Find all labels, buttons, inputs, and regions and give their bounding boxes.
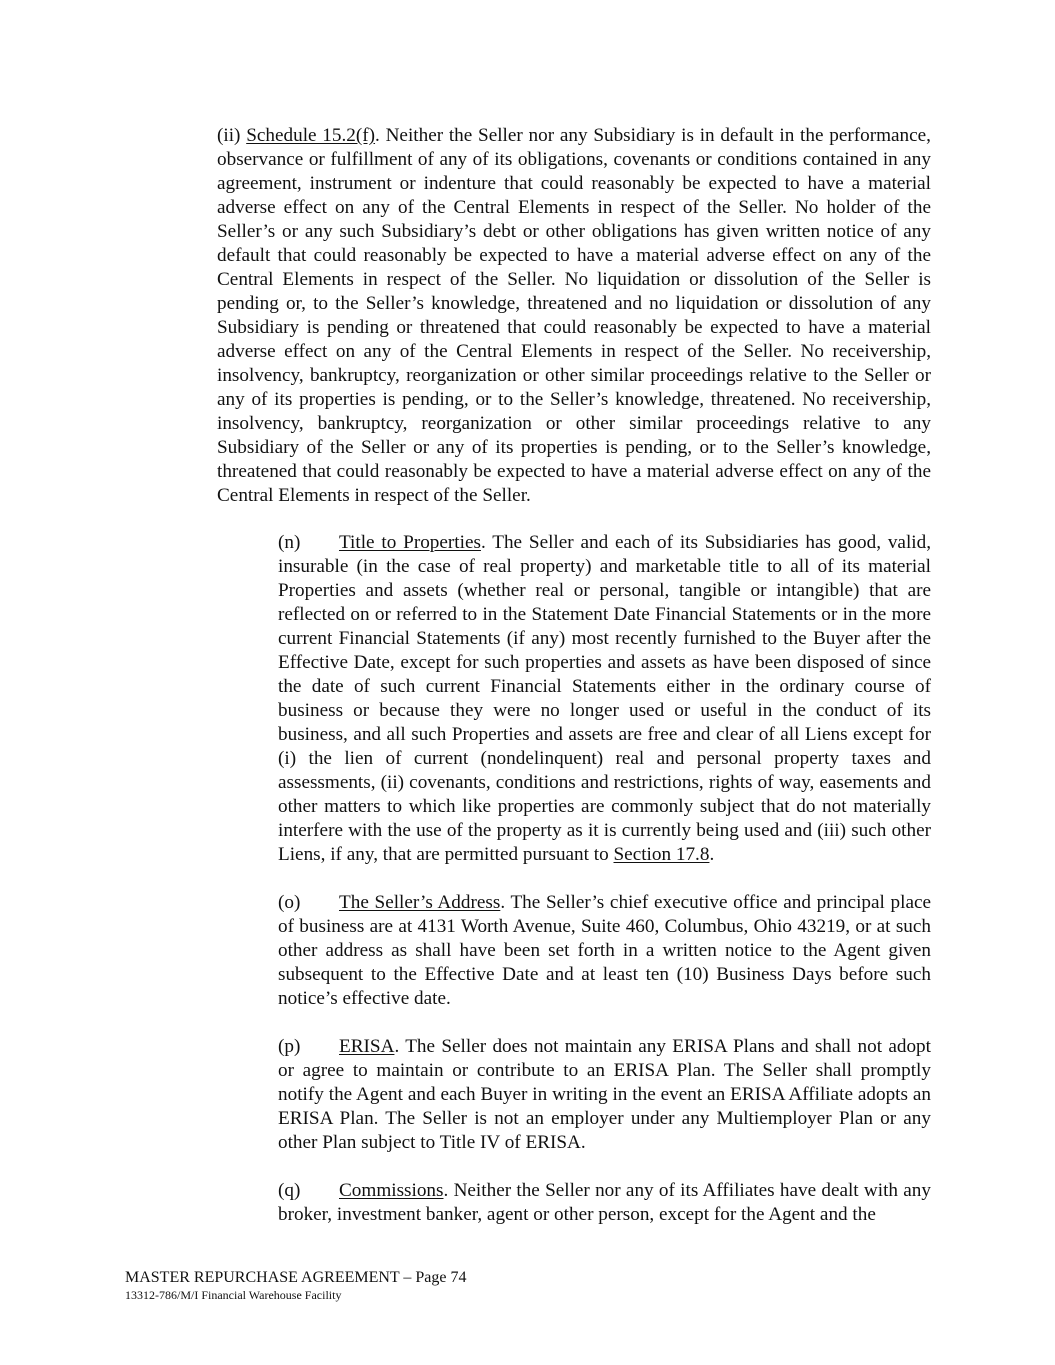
paragraph-n-text: . The Seller and each of its Subsidiaries has good, valid, insurable (in the case of real property) and marketable title to all of its material Properties and assets (whether real or personal, tangible or intangible) that are reflected on or referred to in the Statement Date Financial Statements or in the more current Financial Statements (if any) most recently furnished to the Buyer after the Effective Date, except for such properties and assets as have been disposed of since the date of such current Financial Statements either in the ordinary course of business or because they were no longer used or useful in the conduct of its business, and all such Properties and assets are free and clear of all Liens except for (i) the lien of current (nondelinquent) real and personal property taxes and assessments, (ii) covenants, conditions and restrictions, rights of way, easements and other matters to which like properties are commonly subject that do not materially interfere with the use of the property as it is currently being used and (iii) such other Liens, if any, that are permitted pursuant to [278, 532, 931, 865]
paragraph-n-heading: Title to Properties [339, 532, 481, 553]
paragraph-n-end: . [709, 844, 715, 865]
paragraph-ii-heading: Schedule 15.2(f) [246, 125, 376, 146]
paragraph-q-text: . Neither the Seller nor any of its Affiliates have dealt with any broker, investment banker, agent or other person, except for the Agent and the [278, 1180, 931, 1225]
paragraph-q-heading: Commissions [339, 1180, 444, 1201]
paragraph-p-text: . The Seller does not maintain any ERISA Plans and shall not adopt or agree to maintain or contribute to an ERISA Plan. The Seller shall promptly notify the Agent and each Buyer in writing in the event an ERISA Affiliate adopts an ERISA Plan. The Seller is not an employer under any Multiemployer Plan or any other Plan subject to Title IV of ERISA. [278, 1036, 931, 1153]
paragraph-o-heading: The Seller’s Address [339, 892, 501, 913]
document-body [217, 124, 931, 1251]
paragraph-q [217, 1179, 931, 1227]
paragraph-n-marker: (n) [278, 532, 301, 553]
paragraph-ii-prefix: (ii) [217, 125, 247, 146]
paragraph-o-text: . The Seller’s chief executive office and principal place of business are at 4131 Worth Avenue, Suite 460, Columbus, Ohio 43219, or at such other address as shall have been set forth in a written notice to the Agent given subsequent to the Effective Date and at least ten (10) Business Days before such notice’s effective date. [278, 892, 932, 1009]
paragraph-o-marker: (o) [278, 892, 301, 913]
paragraph-ii [217, 124, 931, 508]
paragraph-o [217, 891, 931, 1011]
paragraph-n [217, 531, 931, 867]
paragraph-p-heading: ERISA [339, 1036, 395, 1057]
page-footer [125, 1268, 725, 1302]
footer-title: MASTER REPURCHASE AGREEMENT – Page 74 [125, 1269, 467, 1286]
paragraph-q-marker: (q) [278, 1180, 301, 1201]
paragraph-ii-text: . Neither the Seller nor any Subsidiary is in default in the performance, observance or fulfillment of any of its obligations, covenants or conditions contained in any agreement, instrument or indenture that could reasonably be expected to have a material adverse effect on any of the Central Elements in respect of the Seller. No holder of the Seller’s or any such Subsidiary’s debt or other obligations has given written notice of any default that could reasonably be expected to have a material adverse effect on any of the Central Elements in respect of the Seller. No liquidation or dissolution of the Seller is pending or, to the Seller’s knowledge, threatened and no liquidation or dissolution of any Subsidiary is pending or threatened that could reasonably be expected to have a material adverse effect on any of the Central Elements in respect of the Seller. No receivership, insolvency, bankruptcy, reorganization or other similar proceedings relative to the Seller or any of its properties is pending, or to the Seller’s knowledge, threatened. No receivership, insolvency, bankruptcy, reorganization or other similar proceedings relative to any Subsidiary of the Seller or any of its properties is pending, or to the Seller’s knowledge, threatened that could reasonably be expected to have a material adverse effect on any of the Central Elements in respect of the Seller. [217, 125, 931, 506]
paragraph-p-marker: (p) [278, 1036, 301, 1057]
paragraph-p [217, 1035, 931, 1155]
footer-document-id: 13312-786/M/I Financial Warehouse Facility [125, 1288, 342, 1302]
section-reference: Section 17.8 [613, 844, 710, 865]
